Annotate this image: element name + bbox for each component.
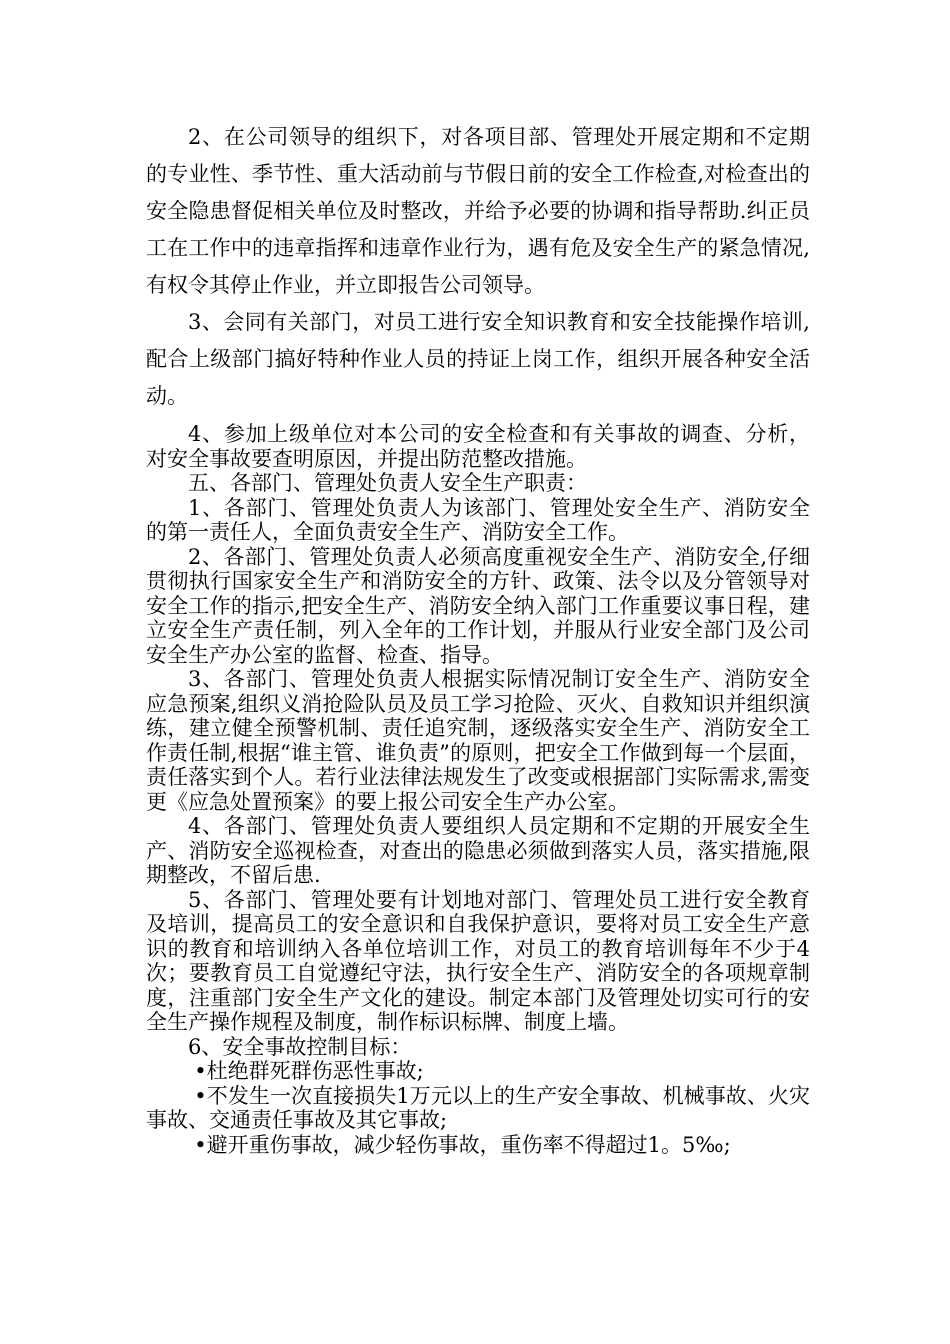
paragraph-accident-investigation: 4、参加上级单位对本公司的安全检查和有关事故的调查、分析，对安全事故要查明原因，并提出防范整改措施。 <box>146 422 810 471</box>
list-item: •不发生一次直接损失1万元以上的生产安全事故、机械事故、火灾事故、交通责任事故及其它事故; <box>146 1083 810 1132</box>
paragraph-patrol-inspection: 4、各部门、管理处负责人要组织人员定期和不定期的开展安全生产、消防安全巡视检查，对查出的隐患必须做到落实人员，落实措施,限期整改，不留后患. <box>146 814 810 887</box>
target-bullet-list <box>146 1059 810 1157</box>
paragraph-training-duties: 3、会同有关部门，对员工进行安全知识教育和安全技能操作培训,配合上级部门搞好特种作业人员的持证上岗工作，组织开展各种安全活动。 <box>146 310 810 408</box>
paragraph-first-responsible: 1、各部门、管理处负责人为该部门、管理处安全生产、消防安全的第一责任人，全面负责安全生产、消防安全工作。 <box>146 495 810 544</box>
paragraph-inspection-duties: 2、在公司领导的组织下，对各项目部、管理处开展定期和不定期的专业性、季节性、重大活动前与节假日前的安全工作检查,对检查出的安全隐患督促相关单位及时整改，并给予必要的协调和指导帮助.纠正员工在工作中的违章指挥和违章作业行为，遇有危及安全生产的紧急情况,有权令其停止作业，并立即报告公司领导。 <box>146 125 810 297</box>
paragraph-policy-implementation: 2、各部门、管理处负责人必须高度重视安全生产、消防安全,仔细贯彻执行国家安全生产和消防安全的方针、政策、法令以及分管领导对安全工作的指示,把安全生产、消防安全纳入部门工作重要议事日程，建立安全生产责任制，列入全年的工作计划，并服从行业安全部门及公司安全生产办公室的监督、检查、指导。 <box>146 544 810 667</box>
list-item: •避开重伤事故，减少轻伤事故，重伤率不得超过1。5‰; <box>194 1132 731 1157</box>
loose-section <box>146 119 810 415</box>
paragraph-emergency-plan: 3、各部门、管理处负责人根据实际情况制订安全生产、消防安全应急预案,组织义消抢险队员及员工学习抢险、灭火、自救知识并组织演练，建立健全预警机制、责任追究制，逐级落实安全生产、消防安全工作责任制,根据“谁主管、谁负责”的原则，把安全工作做到每一个层面，责任落实到个人。若行业法律法规发生了改变或根据部门实际需求,需变更《应急处置预案》的要上报公司安全生产办公室。 <box>146 667 810 814</box>
paragraph-safety-education: 5、各部门、管理处要有计划地对部门、管理处员工进行安全教育及培训，提高员工的安全意识和自我保护意识，要将对员工安全生产意识的教育和培训纳入各单位培训工作，对员工的教育培训每年不少于4次；要教育员工自觉遵纪守法，执行安全生产、消防安全的各项规章制度，注重部门安全生产文化的建设。制定本部门及管理处切实可行的安全生产操作规程及制度，制作标识标牌、制度上墙。 <box>146 887 810 1034</box>
paragraph-control-targets: 6、安全事故控制目标： <box>188 1034 412 1059</box>
tight-section <box>146 422 810 1157</box>
list-item: •杜绝群死群伤恶性事故; <box>194 1059 424 1083</box>
section-heading-department-duties: 五、各部门、管理处负责人安全生产职责： <box>188 471 587 495</box>
